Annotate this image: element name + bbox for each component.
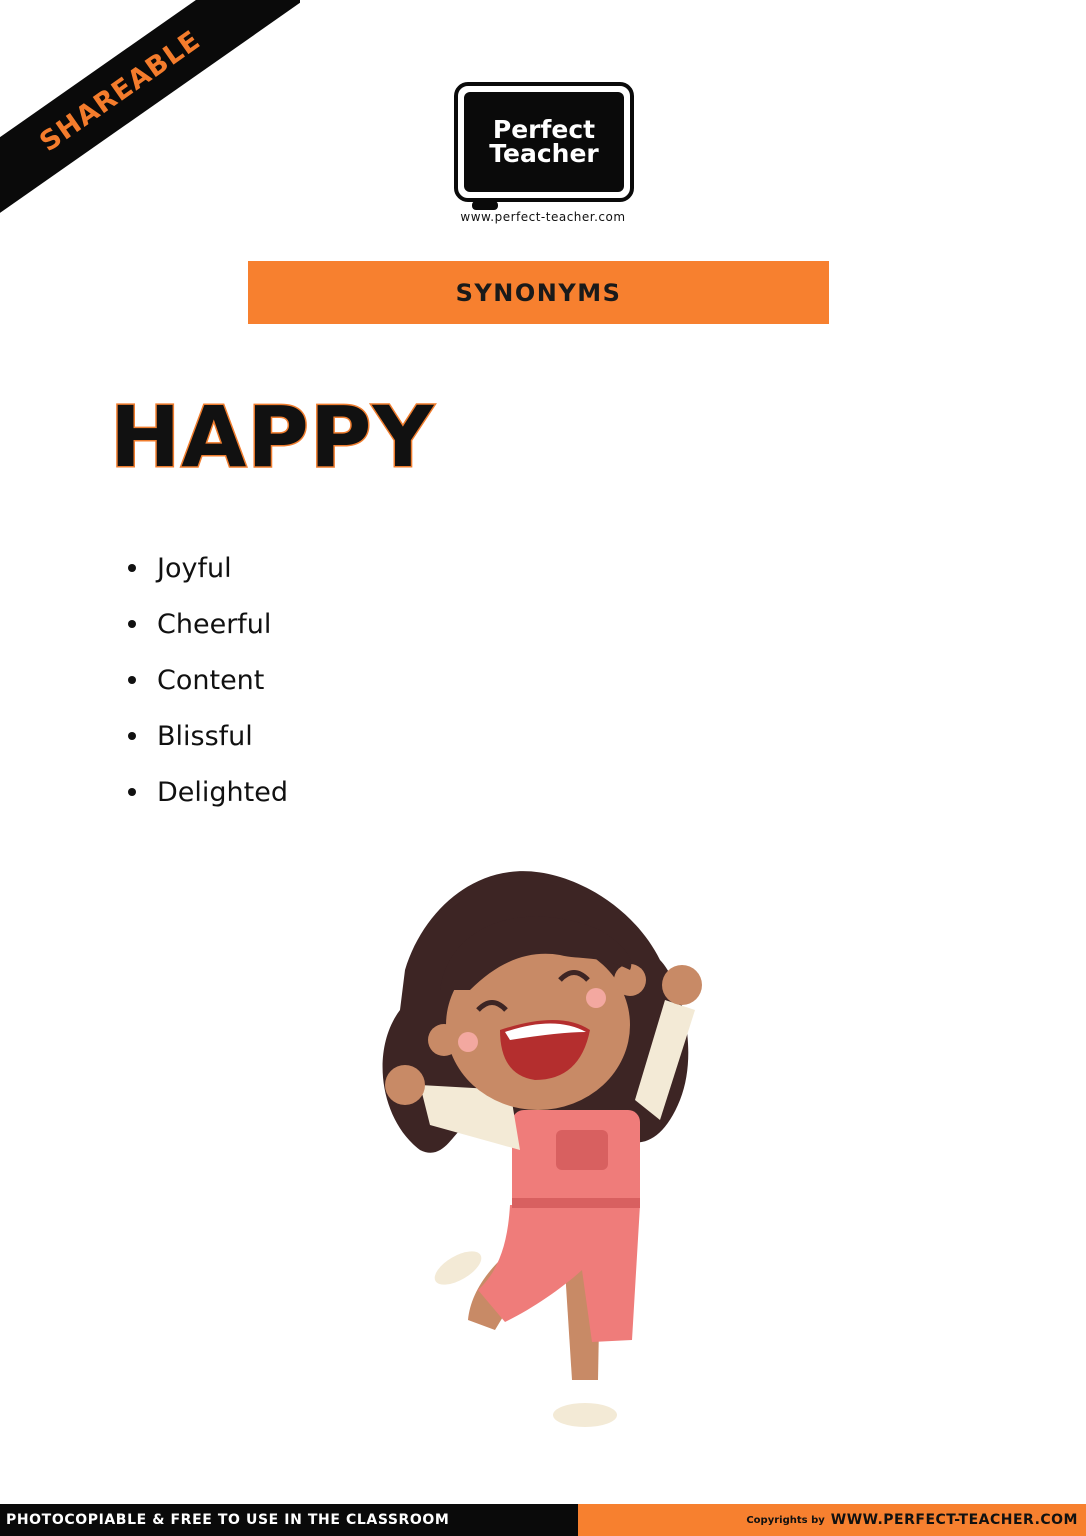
ribbon-band	[0, 0, 300, 220]
logo-monitor	[454, 82, 634, 202]
bullet-icon	[128, 676, 136, 684]
bullet-icon	[128, 788, 136, 796]
list-item	[124, 652, 288, 708]
logo-screen	[464, 92, 624, 192]
copyright-prefix: Copyrights by	[746, 1514, 825, 1526]
footer-right	[578, 1504, 1086, 1536]
happy-girl-illustration	[360, 860, 720, 1440]
logo-url: www.perfect-teacher.com	[460, 210, 626, 224]
ribbon-label: SHAREABLE	[33, 24, 207, 158]
logo-line2: Teacher	[489, 139, 599, 168]
synonym-text: Content	[157, 664, 265, 696]
section-banner	[248, 261, 829, 324]
list-item	[124, 540, 288, 596]
shareable-ribbon	[0, 0, 300, 220]
footer-left: PHOTOCOPIABLE & FREE TO USE IN THE CLASSROOM	[0, 1504, 578, 1536]
bullet-icon	[128, 620, 136, 628]
bullet-icon	[128, 564, 136, 572]
synonym-text: Joyful	[157, 552, 232, 584]
headword: HAPPY	[110, 388, 435, 486]
perfect-teacher-logo[interactable]	[452, 82, 634, 224]
list-item	[124, 708, 288, 764]
list-item	[124, 596, 288, 652]
synonym-list	[124, 540, 288, 820]
bullet-icon	[128, 732, 136, 740]
banner-label: SYNONYMS	[455, 278, 622, 307]
copyright-site-link[interactable]: WWW.PERFECT-TEACHER.COM	[830, 1512, 1078, 1528]
synonym-text: Blissful	[157, 720, 253, 752]
logo-line1: Perfect	[492, 115, 596, 144]
synonym-text: Cheerful	[157, 608, 272, 640]
logo-stand	[472, 201, 498, 210]
synonym-text: Delighted	[157, 776, 288, 808]
list-item	[124, 764, 288, 820]
